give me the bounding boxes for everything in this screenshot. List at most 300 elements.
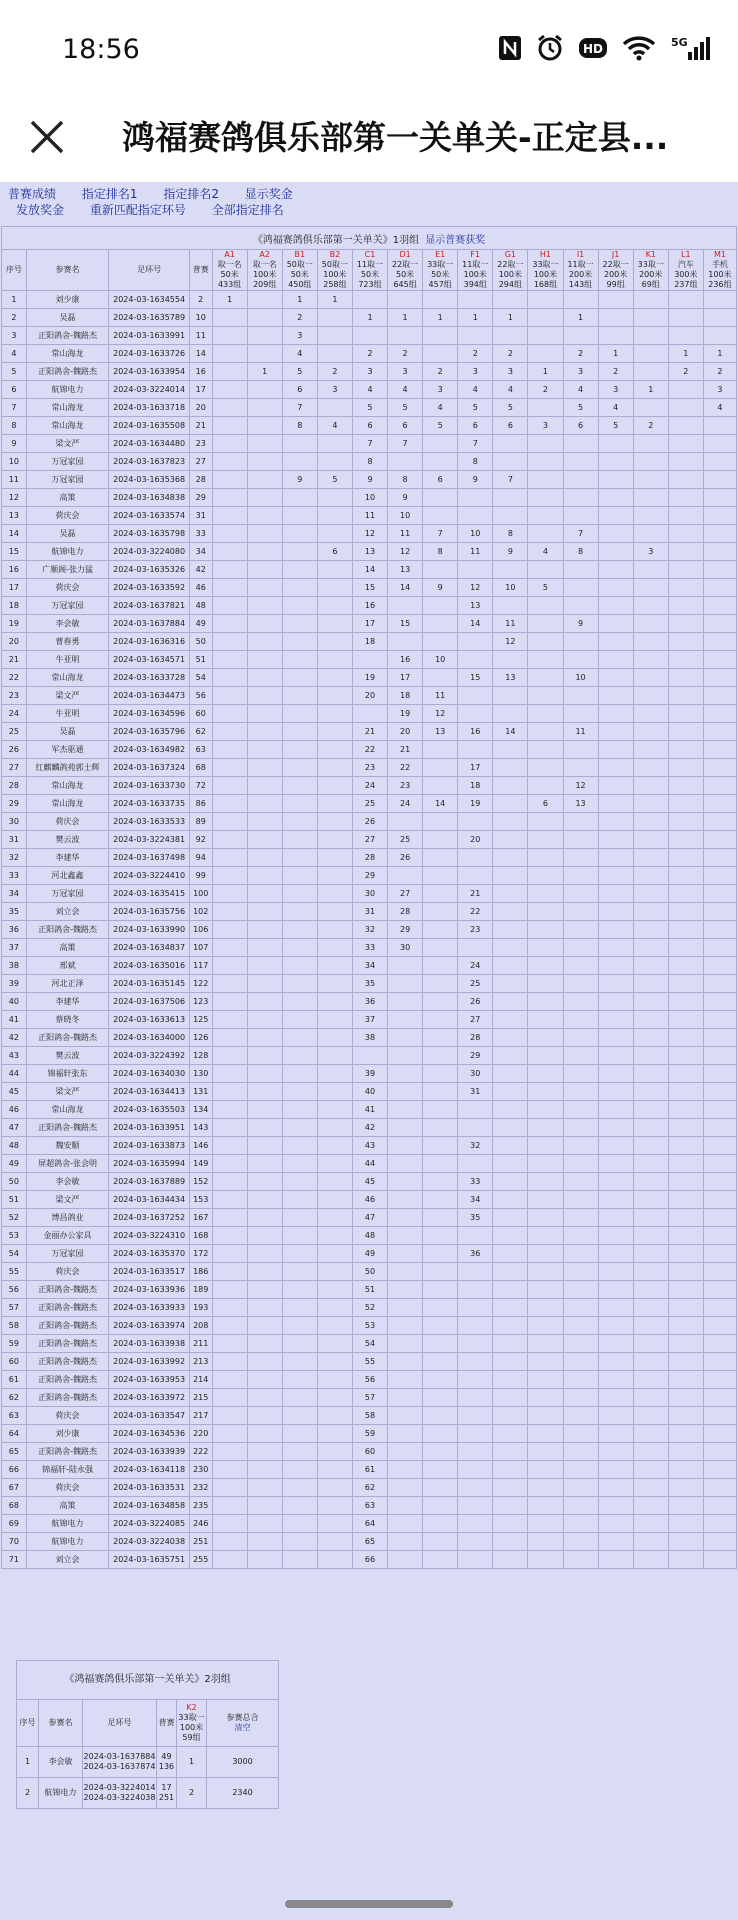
cell-col-e1: 2 [423,363,458,381]
cell-ring: 2024-03-1637324 [109,759,190,777]
header-col-code: D1 [399,250,411,259]
cell-col-c1: 41 [352,1101,387,1119]
cell-ring: 2024-03-1634118 [109,1461,190,1479]
cell-ring: 2024-03-1633726 [109,345,190,363]
cell-col-h1 [528,1425,563,1443]
cell-rank: 235 [189,1497,212,1515]
cell-idx: 4 [2,345,27,363]
cell-col-m1 [703,597,736,615]
cell-col-c1: 59 [352,1425,387,1443]
cell-col-m1 [703,543,736,561]
header-col-count: 99组 [606,280,625,289]
cell-col-e1 [423,849,458,867]
g2-cell-name: 航锦电力 [39,1778,83,1809]
cell-col-b1 [282,1029,317,1047]
cell-col-b2 [317,813,352,831]
header-col-code: C1 [364,250,376,259]
cell-col-b1 [282,1101,317,1119]
cell-col-a1 [212,561,247,579]
cell-col-c1: 7 [352,435,387,453]
cell-col-a1 [212,1029,247,1047]
cell-col-a2 [247,993,282,1011]
header-col-g1 [493,250,528,291]
cell-col-b1: 3 [282,327,317,345]
cell-col-b1 [282,615,317,633]
cell-col-e1 [423,1011,458,1029]
cell-col-l1 [668,507,703,525]
cell-col-b1 [282,1011,317,1029]
cell-col-i1 [563,489,598,507]
nav-general-results[interactable]: 普赛成绩 [8,187,57,201]
cell-idx: 56 [2,1281,27,1299]
cell-rank: 86 [189,795,212,813]
cell-col-l1 [668,1353,703,1371]
cell-idx: 32 [2,849,27,867]
g2-k2-count: 59组 [182,1733,201,1742]
cell-col-l1 [668,957,703,975]
cell-col-e1 [423,633,458,651]
table-row [2,291,737,309]
cell-name: 正阳鸽舍-魏路杰 [26,1281,109,1299]
cell-col-c1: 34 [352,957,387,975]
cell-col-l1 [668,1407,703,1425]
cell-col-m1 [703,1389,736,1407]
cell-col-b1 [282,1119,317,1137]
cell-col-j1 [598,705,633,723]
cell-col-g1 [493,291,528,309]
cell-col-j1 [598,885,633,903]
header-col-code: E1 [435,250,446,259]
cell-col-a2 [247,597,282,615]
cell-col-f1: 31 [458,1083,493,1101]
g2-total-label: 参赛总合 [226,1713,259,1722]
cell-col-f1: 18 [458,777,493,795]
cell-col-h1 [528,1227,563,1245]
cell-col-m1 [703,705,736,723]
cell-col-d1: 6 [388,417,423,435]
cell-col-d1 [388,1551,423,1569]
cell-col-e1 [423,1029,458,1047]
cell-col-j1 [598,1353,633,1371]
cell-name: 正阳鸽舍-魏路杰 [26,1317,109,1335]
table-row [2,651,737,669]
cell-col-b2 [317,867,352,885]
cell-col-b1 [282,633,317,651]
table-row [2,867,737,885]
cell-col-g1 [493,1389,528,1407]
cell-col-e1 [423,345,458,363]
cell-col-e1 [423,759,458,777]
header-col-desc: 33取一 [427,260,454,269]
table-row [2,327,737,345]
cell-col-d1: 26 [388,849,423,867]
cell-col-e1 [423,1173,458,1191]
cell-col-j1 [598,849,633,867]
cell-idx: 48 [2,1137,27,1155]
title-bar [0,104,738,180]
cell-col-i1 [563,1371,598,1389]
cell-name: 常山海龙 [26,417,109,435]
cell-col-g1 [493,1551,528,1569]
cell-ring: 2024-03-1633991 [109,327,190,345]
table-row [2,1461,737,1479]
cell-rank: 100 [189,885,212,903]
cell-col-g1 [493,1173,528,1191]
header-col-l1 [668,250,703,291]
cell-col-a1 [212,1317,247,1335]
cell-col-a1 [212,489,247,507]
cell-col-b2 [317,1299,352,1317]
table-row [2,1551,737,1569]
cell-col-l1 [668,1209,703,1227]
table-row [2,1533,737,1551]
cell-col-d1: 23 [388,777,423,795]
cell-idx: 31 [2,831,27,849]
table-row [2,597,737,615]
table-row [2,1011,737,1029]
cell-name: 高策 [26,489,109,507]
cell-ring: 2024-03-1634838 [109,489,190,507]
cell-col-l1 [668,939,703,957]
nav-links [8,186,315,218]
cell-col-l1 [668,579,703,597]
cell-col-b1 [282,543,317,561]
cell-rank: 42 [189,561,212,579]
cell-name: 博昌鸽业 [26,1209,109,1227]
cell-col-f1: 7 [458,435,493,453]
cell-col-j1 [598,1551,633,1569]
cell-col-b2 [317,1461,352,1479]
cell-idx: 65 [2,1443,27,1461]
close-icon[interactable] [22,112,72,162]
cell-col-b2 [317,1443,352,1461]
cell-ring: 2024-03-1633936 [109,1281,190,1299]
header-col-d1 [388,250,423,291]
cell-col-d1: 2 [388,345,423,363]
cell-col-b1: 9 [282,471,317,489]
cell-col-c1: 25 [352,795,387,813]
g2-k2-desc: 33取一 [178,1713,205,1722]
header-col-i1 [563,250,598,291]
cell-col-m1: 3 [703,381,736,399]
cell-col-c1: 22 [352,741,387,759]
cell-ring: 2024-03-1633951 [109,1119,190,1137]
cell-col-g1 [493,831,528,849]
cell-idx: 21 [2,651,27,669]
cell-ring: 2024-03-1635503 [109,1101,190,1119]
cell-name: 常山海龙 [26,669,109,687]
cell-col-b2 [317,723,352,741]
cell-rank: 92 [189,831,212,849]
cell-col-b2 [317,759,352,777]
cell-ring: 2024-03-1635751 [109,1551,190,1569]
cell-col-e1: 3 [423,381,458,399]
cell-col-i1: 13 [563,795,598,813]
cell-rank: 143 [189,1119,212,1137]
cell-col-b2 [317,849,352,867]
header-col-code: A1 [224,250,235,259]
cell-col-a1 [212,1263,247,1281]
cell-col-k1 [633,345,668,363]
nav-rematch-rings[interactable]: 重新匹配指定环号 [89,203,186,217]
cell-col-j1 [598,1281,633,1299]
cell-col-d1 [388,1083,423,1101]
cell-col-b1 [282,723,317,741]
cell-col-a1 [212,1281,247,1299]
cell-col-e1 [423,1425,458,1443]
cell-col-a2 [247,1389,282,1407]
cell-col-a1 [212,921,247,939]
cell-col-e1 [423,1065,458,1083]
cell-col-c1: 65 [352,1533,387,1551]
cell-col-g1 [493,1371,528,1389]
cell-col-a1 [212,777,247,795]
cell-col-a2 [247,561,282,579]
cell-col-c1: 17 [352,615,387,633]
header-col-dist: 200米 [568,270,593,279]
cell-ring: 2024-03-1633531 [109,1479,190,1497]
cell-name: 万冠家园 [26,885,109,903]
cell-col-h1 [528,435,563,453]
cell-col-e1 [423,1443,458,1461]
cell-ring: 2024-03-1633974 [109,1317,190,1335]
cell-col-h1 [528,1497,563,1515]
cell-col-d1 [388,1191,423,1209]
cell-col-a1 [212,723,247,741]
cell-col-i1 [563,993,598,1011]
cell-col-a2 [247,777,282,795]
cell-col-f1 [458,1533,493,1551]
cell-col-e1 [423,1101,458,1119]
cell-col-k1 [633,615,668,633]
cell-col-c1: 16 [352,597,387,615]
cell-col-f1 [458,687,493,705]
header-col-code: K1 [645,250,656,259]
cell-col-d1 [388,1425,423,1443]
header-col-count: 237组 [674,280,698,289]
cell-col-b1 [282,507,317,525]
cell-col-d1: 25 [388,831,423,849]
cell-col-i1 [563,1047,598,1065]
cell-col-e1 [423,975,458,993]
cell-col-a1 [212,327,247,345]
show-general-awards-link[interactable]: 显示普赛获奖 [425,234,486,246]
cell-col-a2 [247,1047,282,1065]
cell-col-l1 [668,1047,703,1065]
cell-ring: 2024-03-1635508 [109,417,190,435]
cell-col-i1 [563,1191,598,1209]
header-col-count: 236组 [708,280,732,289]
nav-rank-2[interactable]: 指定排名2 [163,187,219,201]
g2-clear-link[interactable]: 清空 [234,1723,251,1732]
cell-col-a1 [212,687,247,705]
cell-rank: 62 [189,723,212,741]
cell-col-a1 [212,993,247,1011]
cell-col-d1 [388,1515,423,1533]
cell-col-b2 [317,1209,352,1227]
cell-col-h1 [528,1371,563,1389]
cell-idx: 67 [2,1479,27,1497]
cell-col-m1: 1 [703,345,736,363]
nav-rank-1[interactable]: 指定排名1 [81,187,138,201]
cell-col-f1: 27 [458,1011,493,1029]
cell-col-h1 [528,1191,563,1209]
cell-col-l1 [668,1101,703,1119]
cell-col-j1 [598,1155,633,1173]
cell-col-g1 [493,597,528,615]
cell-col-b1 [282,1317,317,1335]
cell-col-g1: 7 [493,471,528,489]
cell-col-k1 [633,1065,668,1083]
cell-col-b2: 4 [317,417,352,435]
nav-all-rank[interactable]: 全部指定排名 [211,203,284,217]
cell-col-a1 [212,1101,247,1119]
cell-col-h1 [528,561,563,579]
cell-idx: 34 [2,885,27,903]
cell-col-c1: 29 [352,867,387,885]
cell-col-a2 [247,1155,282,1173]
cell-col-a1 [212,1119,247,1137]
cell-col-b1 [282,579,317,597]
cell-idx: 23 [2,687,27,705]
cell-col-k1 [633,1371,668,1389]
cell-col-j1 [598,1497,633,1515]
cell-ring: 2024-03-3224085 [109,1515,190,1533]
cell-col-j1 [598,1461,633,1479]
cell-col-a1 [212,309,247,327]
table-row [2,1155,737,1173]
cell-col-b2 [317,993,352,1011]
cell-col-c1: 53 [352,1317,387,1335]
cell-col-m1 [703,615,736,633]
cell-col-k1 [633,813,668,831]
cell-col-a1 [212,435,247,453]
nav-show-prize[interactable]: 显示奖金 [244,187,293,201]
g2-header-total [207,1700,279,1747]
cell-col-d1: 16 [388,651,423,669]
cell-col-d1: 20 [388,723,423,741]
cell-rank: 125 [189,1011,212,1029]
cell-idx: 55 [2,1263,27,1281]
cell-col-e1 [423,1407,458,1425]
g2-rank-2: 251 [158,1793,175,1802]
table-row [2,921,737,939]
cell-ring: 2024-03-3224080 [109,543,190,561]
cell-col-k1 [633,327,668,345]
cell-col-f1 [458,1425,493,1443]
header-col-e1 [423,250,458,291]
cell-name: 李会敏 [26,1173,109,1191]
cell-rank: 117 [189,957,212,975]
cell-col-a1 [212,579,247,597]
cell-rank: 152 [189,1173,212,1191]
cell-rank: 211 [189,1335,212,1353]
cell-col-m1 [703,1551,736,1569]
cell-col-g1 [493,651,528,669]
cell-col-d1 [388,633,423,651]
cell-rank: 46 [189,579,212,597]
cell-col-j1 [598,1047,633,1065]
cell-name: 常山海龙 [26,777,109,795]
cell-col-g1 [493,561,528,579]
cell-col-j1 [598,1137,633,1155]
cell-idx: 54 [2,1245,27,1263]
cell-col-l1 [668,453,703,471]
cell-col-b2: 1 [317,291,352,309]
cell-idx: 30 [2,813,27,831]
cell-col-g1 [493,1425,528,1443]
cell-col-m1 [703,1047,736,1065]
cell-ring: 2024-03-1633730 [109,777,190,795]
cell-col-k1 [633,921,668,939]
g2-k2-dist: 100米 [179,1723,204,1732]
cell-col-e1 [423,453,458,471]
cell-col-a1: 1 [212,291,247,309]
cell-col-d1 [388,1353,423,1371]
cell-col-g1 [493,1317,528,1335]
cell-idx: 20 [2,633,27,651]
cell-col-j1 [598,1101,633,1119]
nav-issue-prize[interactable]: 发放奖金 [16,203,65,217]
cell-col-b1 [282,795,317,813]
cell-col-d1 [388,1047,423,1065]
cell-col-a2 [247,1299,282,1317]
cell-col-a2 [247,957,282,975]
cell-col-a2 [247,723,282,741]
cell-col-h1 [528,327,563,345]
cell-col-c1: 26 [352,813,387,831]
cell-col-i1 [563,651,598,669]
header-col-code: H1 [539,250,551,259]
cell-ring: 2024-03-1633990 [109,921,190,939]
header-col-h1 [528,250,563,291]
cell-idx: 53 [2,1227,27,1245]
cell-col-b1 [282,1371,317,1389]
cell-col-k1 [633,687,668,705]
cell-col-g1 [493,453,528,471]
cell-col-a2 [247,309,282,327]
cell-col-c1: 30 [352,885,387,903]
g2-ring-2: 2024-03-3224038 [83,1793,156,1802]
cell-col-c1 [352,327,387,345]
cell-col-i1 [563,885,598,903]
cell-col-d1: 30 [388,939,423,957]
cell-col-l1 [668,1119,703,1137]
cell-col-f1 [458,1479,493,1497]
cell-col-k1 [633,1281,668,1299]
cell-col-e1 [423,1047,458,1065]
cell-col-d1: 27 [388,885,423,903]
home-indicator[interactable] [285,1900,453,1908]
cell-col-a2 [247,633,282,651]
header-col-code: B1 [294,250,306,259]
cell-col-i1 [563,1407,598,1425]
cell-col-l1 [668,705,703,723]
cell-col-c1: 31 [352,903,387,921]
cell-col-f1: 16 [458,723,493,741]
cell-idx: 33 [2,867,27,885]
group2-results [16,1660,278,1809]
cell-col-g1 [493,777,528,795]
cell-col-k1 [633,723,668,741]
cell-col-a1 [212,1209,247,1227]
cell-col-h1 [528,1101,563,1119]
cell-col-m1 [703,849,736,867]
cell-col-k1 [633,939,668,957]
cell-col-b2 [317,1029,352,1047]
cell-col-d1 [388,1479,423,1497]
cell-col-b2: 3 [317,381,352,399]
